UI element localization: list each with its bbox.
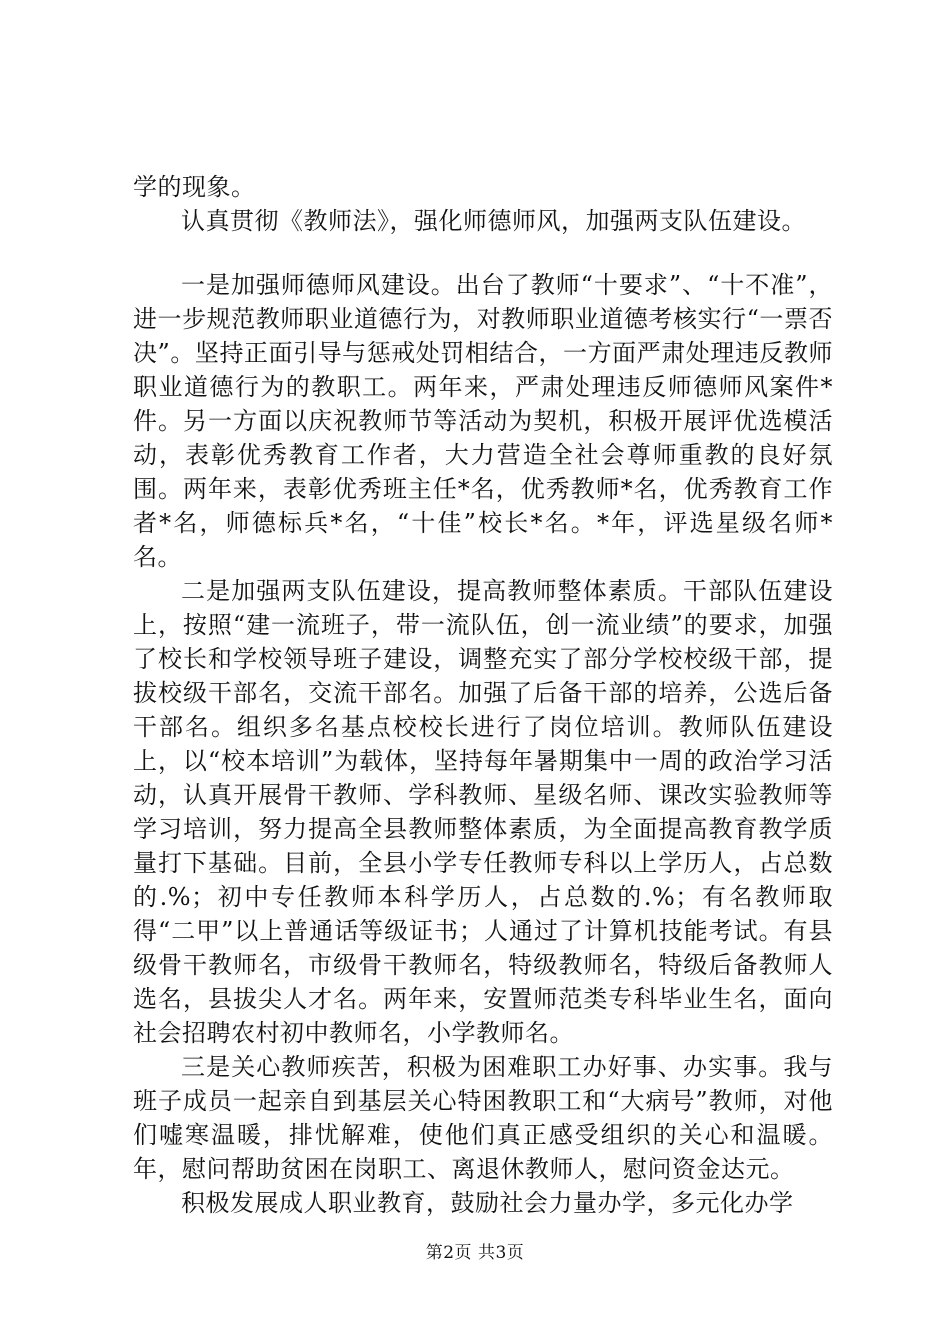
paragraph-point-three: 三是关心教师疾苦，积极为困难职工办好事、办实事。我与班子成员一起亲自到基层关心特困教职工和“大病号”教师，对他们嘘寒温暖，排忧解难，使他们真正感受组织的关心和温暖。年，慰问帮助贫困在岗职工、离退休教师人，慰问资金达元。: [133, 1053, 833, 1183]
paragraph-next-section: 积极发展成人职业教育，鼓励社会力量办学，多元化办学: [181, 1189, 794, 1217]
paragraph-continuation: 学的现象。: [133, 173, 256, 201]
paragraph-section-heading: 认真贯彻《教师法》，强化师德师风，加强两支队伍建设。: [181, 207, 806, 235]
page-footer: 第2页 共3页: [425, 1243, 525, 1263]
paragraph-point-two: 二是加强两支队伍建设，提高教师整体素质。干部队伍建设上，按照“建一流班子，带一流队伍，创一流业绩”的要求，加强了校长和学校领导班子建设，调整充实了部分学校校级干部，提拔校级干部名，交流干部名。加强了后备干部的培养，公选后备干部名。组织多名基点校校长进行了岗位培训。教师队伍建设上，以“校本培训”为载体，坚持每年暑期集中一周的政治学习活动，认真开展骨干教师、学科教师、星级名师、课改实验教师等学习培训，努力提高全县教师整体素质，为全面提高教育教学质量打下基础。目前，全县小学专任教师专科以上学历人，占总数的.%；初中专任教师本科学历人，占总数的.%；有名教师取得“二甲”以上普通话等级证书；人通过了计算机技能考试。有县级骨干教师名，市级骨干教师名，特级教师名，特级后备教师人选名，县拔尖人才名。两年来，安置师范类专科毕业生名，面向社会招聘农村初中教师名，小学教师名。: [133, 577, 833, 1047]
paragraph-point-one: 一是加强师德师风建设。出台了教师“十要求”、“十不准”，进一步规范教师职业道德行为，对教师职业道德考核实行“一票否决”。坚持正面引导与惩戒处罚相结合，一方面严肃处理违反教师职业道德行为的教职工。两年来，严肃处理违反师德师风案件*件。另一方面以庆祝教师节等活动为契机，积极开展评优选模活动，表彰优秀教育工作者，大力营造全社会尊师重教的良好氛围。两年来，表彰优秀班主任*名，优秀教师*名，优秀教育工作者*名，师德标兵*名，“十佳”校长*名。*年，评选星级名师*名。: [133, 271, 833, 571]
document-body: [133, 170, 833, 1220]
